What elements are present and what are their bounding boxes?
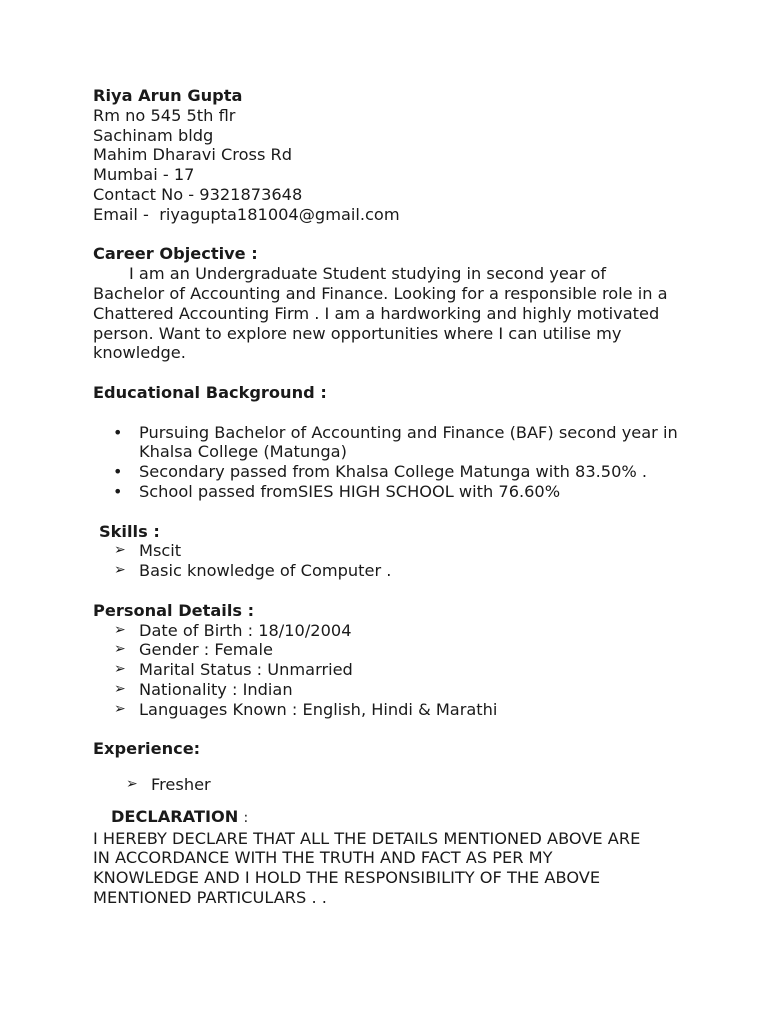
personal-details-section [93, 601, 733, 720]
education-list [93, 423, 733, 502]
declaration-colon: : [243, 809, 249, 826]
personal-item-text: Nationality : Indian [139, 679, 293, 699]
list-item [93, 775, 733, 795]
education-item-text: Pursuing Bachelor of Accounting and Finance (BAF) second year in Khalsa College (Matunga) [139, 422, 678, 462]
arrow-bullet-icon: ➢ [114, 542, 126, 559]
list-item [93, 561, 733, 581]
bullet-dot-icon: • [113, 422, 123, 442]
personal-details-list [93, 621, 733, 720]
declaration-section [93, 807, 733, 908]
education-heading: Educational Background : [93, 382, 327, 402]
arrow-bullet-icon: ➢ [114, 641, 126, 658]
education-item-text: School passed fromSIES HIGH SCHOOL with 76.60% [139, 481, 561, 501]
list-item [93, 541, 733, 561]
arrow-bullet-icon: ➢ [114, 680, 126, 697]
skills-list [93, 541, 733, 581]
skills-heading: Skills : [99, 521, 160, 541]
declaration-heading: DECLARATION [111, 806, 239, 826]
personal-item-text: Date of Birth : 18/10/2004 [139, 620, 352, 640]
career-objective-section [93, 244, 733, 363]
personal-item-text: Languages Known : English, Hindi & Marathi [139, 699, 498, 719]
list-item [93, 680, 733, 700]
experience-item-text: Fresher [151, 775, 211, 795]
arrow-bullet-icon: ➢ [114, 621, 126, 638]
address-line-1: Rm no 545 5th flr [93, 105, 236, 125]
address-line-3: Mahim Dharavi Cross Rd [93, 145, 293, 165]
personal-item-text: Marital Status : Unmarried [139, 660, 353, 680]
contact-block [93, 86, 733, 225]
arrow-bullet-icon: ➢ [126, 776, 138, 793]
phone-line: Contact No - 9321873648 [93, 184, 303, 204]
address-line-2: Sachinam bldg [93, 125, 214, 145]
personal-details-heading: Personal Details : [93, 600, 255, 620]
career-objective-text [93, 264, 673, 363]
email-address: riyagupta181004@gmail.com [159, 204, 400, 224]
experience-list [93, 775, 733, 795]
arrow-bullet-icon: ➢ [114, 661, 126, 678]
personal-item-text: Gender : Female [139, 640, 273, 660]
skill-item-text: Basic knowledge of Computer . [139, 561, 392, 581]
bullet-dot-icon: • [113, 462, 123, 482]
email-line [93, 205, 733, 225]
list-item [93, 621, 733, 641]
declaration-text: I HEREBY DECLARE THAT ALL THE DETAILS MENTIONED ABOVE ARE IN ACCORDANCE WITH THE TRUTH AND FACT AS PER MY KNOWLEDGE AND I HOLD THE RESPONSIBILITY OF THE ABOVE MENTIONED PARTICULARS . . [93, 828, 641, 908]
education-item-text: Secondary passed from Khalsa College Matunga with 83.50% . [139, 462, 648, 482]
resume-document [93, 86, 733, 908]
career-objective-heading: Career Objective : [93, 244, 258, 264]
objective-paragraph: I am an Undergraduate Student studying in second year of Bachelor of Accounting and Finance. Looking for a responsible role in a Chattered Accounting Firm . I am a hardworking and highly motivated person. Want to explore new opportunities where I can utilise my knowledge. [93, 264, 668, 363]
list-item [93, 700, 733, 720]
list-item [93, 423, 733, 463]
candidate-name: Riya Arun Gupta [93, 86, 243, 105]
address-line-4: Mumbai - 17 [93, 165, 195, 185]
skill-item-text: Mscit [139, 541, 182, 561]
education-section [93, 383, 733, 502]
declaration-heading-row [93, 807, 733, 829]
list-item [93, 640, 733, 660]
skills-section [93, 522, 733, 581]
list-item [93, 462, 733, 482]
arrow-bullet-icon: ➢ [114, 700, 126, 717]
experience-section [93, 739, 733, 795]
bullet-dot-icon: • [113, 481, 123, 501]
arrow-bullet-icon: ➢ [114, 562, 126, 579]
email-label: Email - [93, 204, 160, 224]
experience-heading: Experience: [93, 739, 201, 759]
list-item [93, 482, 733, 502]
list-item [93, 660, 733, 680]
